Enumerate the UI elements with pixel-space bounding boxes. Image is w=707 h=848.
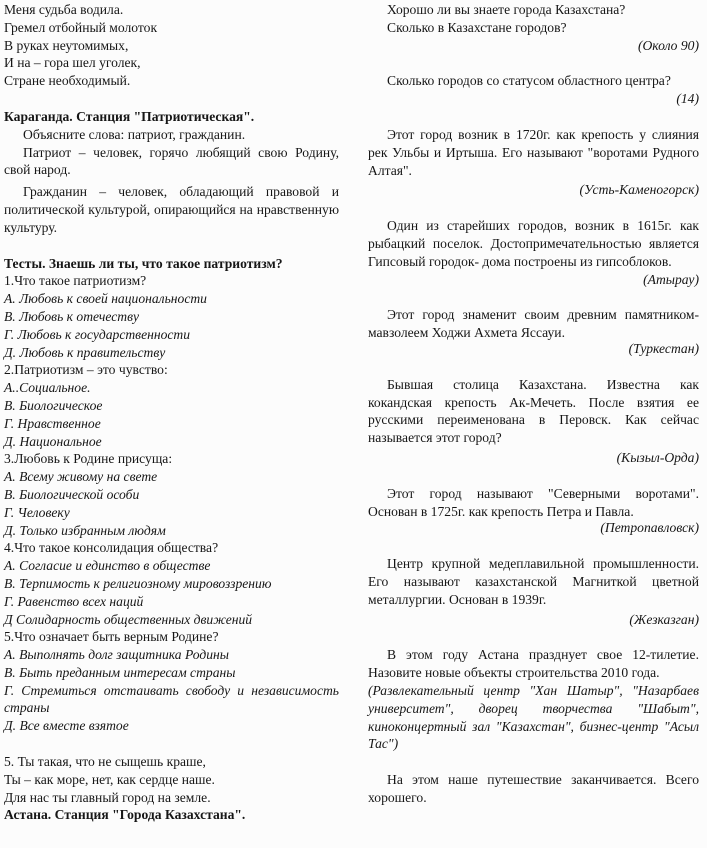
answer-option: Д. Национальное — [4, 433, 102, 449]
quiz-question: Сколько в Казахстане городов? — [387, 19, 567, 35]
answer-option: В. Быть преданным интересам страны — [4, 664, 236, 680]
poem-line: И на – гора шел уголек, — [4, 55, 141, 71]
poem-line: Ты – как море, нет, как сердце наше. — [4, 771, 215, 787]
answer-option: А. Любовь к своей национальности — [4, 291, 207, 307]
station-heading: Астана. Станция "Города Казахстана". — [4, 807, 246, 823]
right-column — [368, 0, 699, 807]
answer-option: В. Любовь к отечеству — [4, 308, 140, 324]
question-text: 2.Патриотизм – это чувство: — [4, 362, 168, 378]
answer-option: Г. Человеку — [4, 504, 70, 520]
poem-line: 5. Ты такая, что не сыщешь краше, — [4, 754, 206, 770]
question-block — [4, 628, 339, 735]
citizen-definition: Гражданин – человек, обладающий правовой и политической культурой, опирающийся на нравственную культуру. — [4, 184, 339, 235]
answer-option: Д Солидарность общественных движений — [4, 611, 253, 627]
poem-stanza — [4, 1, 339, 90]
question-block — [4, 361, 339, 450]
patriot-definition: Патриот – человек, горячо любящий свою Родину, свой народ. — [4, 144, 339, 178]
quiz-question: Этот город возник в 1720г. как крепость у слияния рек Ульбы и Иртыша. Его называют "воротами Рудного Алтая". — [368, 126, 699, 178]
quiz-question: Центр крупной медеплавильной промышленности. Его называют казахстанской Магниткой цветной металлургии. Основан в 1939г. — [368, 556, 699, 607]
quiz-question: Этот город называют "Северными воротами". Основан в 1725г. как крепость Петра и Павла. — [368, 485, 699, 519]
quiz-answer: (Усть-Каменогорск) — [579, 182, 699, 198]
poem-line: Меня судьба водила. — [4, 2, 124, 17]
quiz-question: Этот город знаменит своим древним памятником-мавзолеем Ходжи Ахмета Яссауи. — [368, 307, 699, 341]
quiz-question: В этом году Астана празднует свое 12-тилетие. Назовите новые объекты строительства 2010 года. — [368, 647, 699, 681]
station-heading: Караганда. Станция "Патриотическая". — [4, 108, 255, 124]
answer-option: В. Биологической особи — [4, 486, 140, 502]
answer-option: Г. Нравственное — [4, 415, 101, 431]
poem-line: Гремел отбойный молоток — [4, 19, 158, 35]
quiz-answer: (Развлекательный центр "Хан Шатыр", "Назарбаев университет", дворец творчества "Шабыт", киноконцертный зал "Казахстан", бизнес-центр "Асыл Тас") — [368, 682, 699, 752]
question-text: 5.Что означает быть верным Родине? — [4, 629, 219, 645]
quiz-answer: (Петропавловск) — [600, 520, 699, 536]
quiz-answer: (Кызыл-Орда) — [616, 449, 699, 465]
closing-text: На этом наше путешествие заканчивается. Всего хорошего. — [368, 772, 699, 805]
quiz-answer: (Атырау) — [643, 271, 699, 287]
tests-heading: Тесты. Знаешь ли ты, что такое патриотизм? — [4, 255, 283, 271]
quiz-answer: (14) — [676, 91, 699, 107]
poem-line: Для нас ты главный город на земле. — [4, 789, 211, 805]
question-text: 4.Что такое консолидация общества? — [4, 540, 219, 556]
answer-option: А..Социальное. — [4, 380, 91, 396]
question-block — [4, 539, 339, 628]
question-block — [4, 272, 339, 361]
quiz-question: Бывшая столица Казахстана. Известна как кокандская крепость Ак-Мечеть. После взятия ее русскими переименована в Перовск. Как сейчас называется этот город? — [368, 376, 699, 446]
quiz-question: Сколько городов со статусом областного центра? — [387, 73, 671, 89]
answer-option: А. Всему живому на свете — [4, 469, 158, 485]
poem-line: В руках неутомимых, — [4, 37, 129, 53]
quiz-question: Хорошо ли вы знаете города Казахстана? — [387, 2, 626, 17]
question-text: 1.Что такое патриотизм? — [4, 273, 147, 289]
question-block — [4, 450, 339, 539]
quiz-question: Один из старейших городов, возник в 1615г. как рыбацкий поселок. Достопримечательностью является Гипсовый городок- дома построены из гипсоблоков. — [368, 218, 699, 269]
question-text: 3.Любовь к Родине присуща: — [4, 451, 173, 467]
answer-option: Г. Равенство всех наций — [4, 593, 144, 609]
answer-option: В. Биологическое — [4, 397, 103, 413]
answer-option: Д. Только избранным людям — [4, 522, 166, 538]
answer-option: Г. Любовь к государственности — [4, 326, 191, 342]
answer-option: Д. Любовь к правительству — [4, 344, 166, 360]
answer-option: Г. Стремиться отстаивать свободу и независимость страны — [4, 682, 339, 716]
poem-stanza — [4, 753, 339, 806]
instruction-text: Объясните слова: патриот, гражданин. — [23, 126, 246, 142]
answer-option: А. Согласие и единство в обществе — [4, 558, 211, 574]
answer-option: Д. Все вместе взятое — [4, 718, 129, 734]
answer-option: В. Терпимость к религиозному мировоззрению — [4, 575, 272, 591]
left-column — [4, 0, 339, 824]
poem-line: Стране необходимый. — [4, 73, 131, 89]
quiz-answer: (Жезказган) — [629, 611, 699, 627]
answer-option: А. Выполнять долг защитника Родины — [4, 647, 230, 663]
quiz-answer: (Около 90) — [637, 37, 699, 53]
quiz-answer: (Туркестан) — [628, 340, 699, 356]
